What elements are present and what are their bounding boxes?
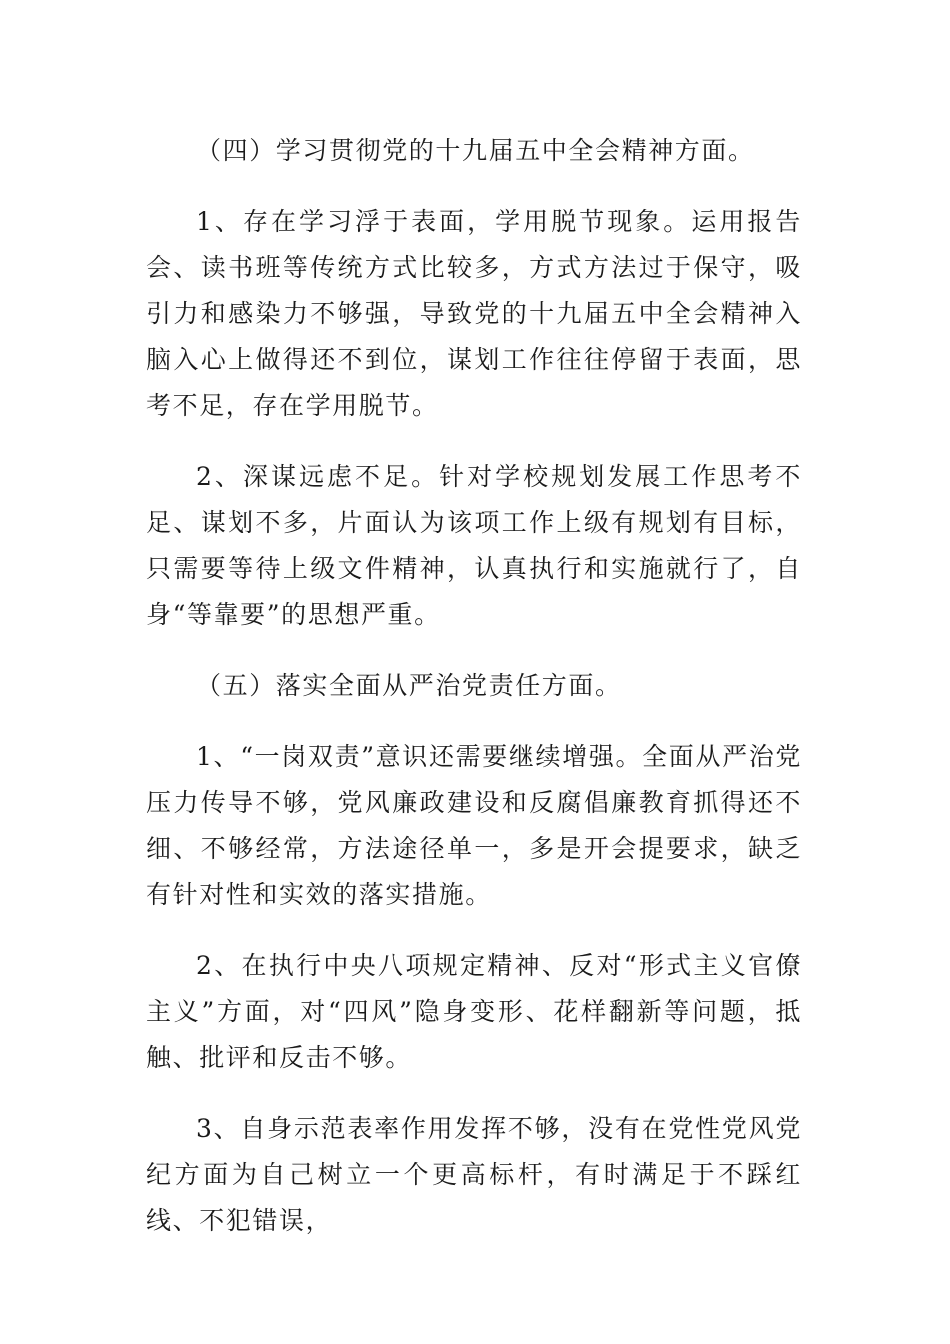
paragraph-4-2: 2、深谋远虑不足。针对学校规划发展工作思考不足、谋划不多，片面认为该项工作上级有规划有目标，只需要等待上级文件精神，认真执行和实施就行了，自身“等靠要”的思想严重。 [146, 462, 802, 629]
paragraph-4-1: 1、存在学习浮于表面，学用脱节现象。运用报告会、读书班等传统方式比较多，方式方法过于保守，吸引力和感染力不够强，导致党的十九届五中全会精神入脑入心上做得还不到位，谋划工作往往停留于表面，思考不足，存在学用脱节。 [146, 207, 802, 420]
paragraph-5-2: 2、在执行中央八项规定精神、反对“形式主义官僚主义”方面，对“四风”隐身变形、花样翻新等问题，抵触、批评和反击不够。 [146, 951, 802, 1072]
paragraph-5-3: 3、自身示范表率作用发挥不够，没有在党性党风党纪方面为自己树立一个更高标杆，有时满足于不踩红线、不犯错误， [146, 1114, 802, 1235]
section-heading-five: （五）落实全面从严治党责任方面。 [196, 671, 622, 700]
section-heading-four: （四）学习贯彻党的十九届五中全会精神方面。 [196, 136, 755, 165]
paragraph-5-1: 1、“一岗双责”意识还需要继续增强。全面从严治党压力传导不够，党风廉政建设和反腐倡廉教育抓得还不细、不够经常，方法途径单一，多是开会提要求，缺乏有针对性和实效的落实措施。 [146, 742, 802, 909]
document-body [146, 128, 802, 1269]
